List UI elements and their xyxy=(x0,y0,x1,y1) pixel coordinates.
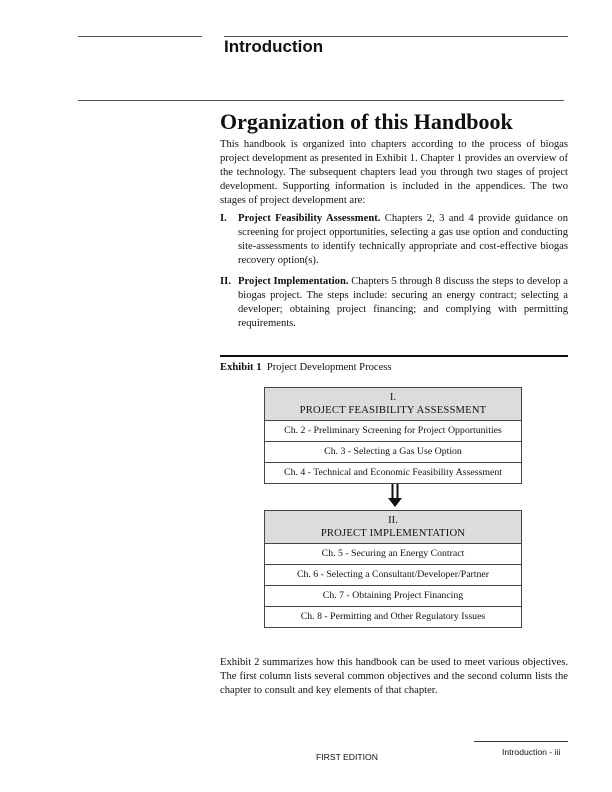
page-number: Introduction - iii xyxy=(502,747,561,757)
chapter-row: Ch. 4 - Technical and Economic Feasibility Assessment xyxy=(265,462,521,483)
list-item-heading: Project Implementation. xyxy=(238,276,349,287)
section-divider-rule xyxy=(78,100,564,101)
stage2-header xyxy=(265,511,521,544)
stage1-name: PROJECT FEASIBILITY ASSESSMENT xyxy=(299,405,487,416)
exhibit-label: Exhibit 1 xyxy=(220,362,262,373)
list-item-implementation xyxy=(220,275,568,331)
chapter-row: Ch. 6 - Selecting a Consultant/Developer/Partner xyxy=(265,564,521,585)
list-item-body: Chapters 2, 3 and 4 provide guidance on screening for project opportunities, selecting a gas use option and conducting site-assessments to identify technically appropriate and cost-effective biogas recovery option(s). xyxy=(238,213,568,266)
chapter-row: Ch. 2 - Preliminary Screening for Project Opportunities xyxy=(284,425,502,436)
stage1-roman: I. xyxy=(389,392,397,403)
stage1-box xyxy=(264,387,522,484)
list-item-feasibility xyxy=(220,212,568,268)
intro-paragraph: This handbook is organized into chapters according to the process of biogas project development as presented in Exhibit 1. Chapter 1 provides an overview of the technology. The subsequent chapters lead you through two stages of project development. Supporting information is included in the appendices. The two stages of project development are: xyxy=(220,139,568,206)
chapter-row: Ch. 3 - Selecting a Gas Use Option xyxy=(265,441,521,462)
section-title: Organization of this Handbook xyxy=(220,109,513,134)
stage2-box xyxy=(264,510,522,628)
stage2-name: PROJECT IMPLEMENTATION xyxy=(320,528,466,539)
list-text xyxy=(238,212,568,268)
stage1-header xyxy=(265,388,521,421)
list-number: II. xyxy=(220,276,231,287)
chapter-row: Ch. 7 - Obtaining Project Financing xyxy=(265,585,521,606)
header-rule-left xyxy=(78,36,202,37)
footer-rule xyxy=(474,741,568,742)
list-item-body: Chapters 5 through 8 discuss the steps to develop a biogas project. The steps include: securing an energy contract; selecting a developer; obtaining project financing; and complying with permitting requirements. xyxy=(238,276,568,329)
down-arrow-icon xyxy=(385,484,405,508)
exhibit-top-rule xyxy=(220,355,568,357)
chapter-header-title: Introduction xyxy=(224,37,324,56)
chapter-row: Ch. 8 - Permitting and Other Regulatory Issues xyxy=(265,606,521,627)
list-text xyxy=(238,275,568,331)
list-number: I. xyxy=(220,213,227,224)
edition-label: FIRST EDITION xyxy=(316,752,378,762)
stage2-roman: II. xyxy=(388,515,398,526)
exhibit-caption-text: Project Development Process xyxy=(266,362,392,373)
list-item-heading: Project Feasibility Assessment. xyxy=(238,213,381,224)
chapter-row: Ch. 5 - Securing an Energy Contract xyxy=(321,548,465,559)
closing-paragraph: Exhibit 2 summarizes how this handbook can be used to meet various objectives. The first column lists several common objectives and the second column lists the chapter to consult and key elements of that chapter. xyxy=(220,657,568,696)
exhibit-caption xyxy=(220,362,392,373)
